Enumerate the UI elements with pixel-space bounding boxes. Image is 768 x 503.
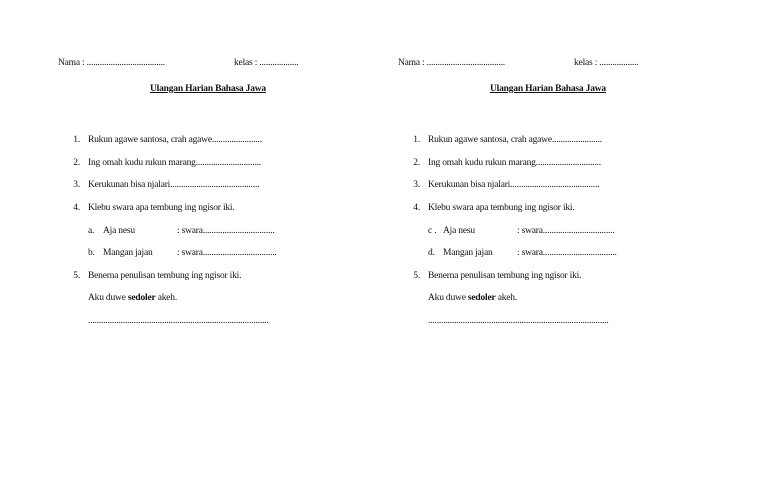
sentence-end: akeh. xyxy=(495,293,517,303)
sub-item-d-letter: d. xyxy=(428,248,435,258)
question-5-text: Benerna penulisan tembung ing ngisor iki. xyxy=(428,271,582,281)
question-4-number: 4. xyxy=(73,203,80,213)
worksheet-title: Ulangan Harian Bahasa Jawa xyxy=(150,84,266,94)
question-2-text: Ing omah kudu rukun marang.............................. xyxy=(88,158,261,168)
class-field: kelas : .................. xyxy=(574,58,639,68)
question-2-number: 2. xyxy=(413,158,420,168)
question-4-text: Klebu swara apa tembung ing ngisor iki. xyxy=(428,203,575,213)
question-3-text: Kerukunan bisa njalari......................................... xyxy=(88,180,260,190)
question-5-number: 5. xyxy=(413,271,420,281)
worksheet-right xyxy=(340,0,724,503)
correction-sentence xyxy=(428,293,517,303)
correction-sentence xyxy=(88,293,177,303)
question-1-text: Rukun agawe santosa, crah agawe....................... xyxy=(428,135,602,145)
sub-item-a-text: Aja nesu xyxy=(103,226,135,236)
sub-item-a-answer: : swara................................. xyxy=(177,226,275,236)
question-1-number: 1. xyxy=(73,135,80,145)
sub-item-c-answer: : swara................................. xyxy=(517,226,615,236)
question-3-number: 3. xyxy=(73,180,80,190)
question-4-number: 4. xyxy=(413,203,420,213)
sub-item-b-text: Mangan jajan xyxy=(103,248,153,258)
question-2-text: Ing omah kudu rukun marang.............................. xyxy=(428,158,601,168)
worksheet-title: Ulangan Harian Bahasa Jawa xyxy=(490,84,606,94)
sentence-start: Aku duwe xyxy=(88,293,128,303)
question-5-text: Benerna penulisan tembung ing ngisor iki. xyxy=(88,271,242,281)
question-1-number: 1. xyxy=(413,135,420,145)
sub-item-c-text: Aja nesu xyxy=(443,226,475,236)
name-field: Nama : .................................... xyxy=(58,58,165,68)
sentence-bold-word: sedoler xyxy=(467,293,496,303)
question-5-number: 5. xyxy=(73,271,80,281)
question-3-number: 3. xyxy=(413,180,420,190)
answer-line: ................................................................................... xyxy=(428,316,609,326)
class-field: kelas : .................. xyxy=(234,58,299,68)
question-4-text: Klebu swara apa tembung ing ngisor iki. xyxy=(88,203,235,213)
sub-item-b-answer: : swara.................................. xyxy=(177,248,277,258)
sentence-start: Aku duwe xyxy=(428,293,468,303)
sub-item-d-text: Mangan jajan xyxy=(443,248,493,258)
question-3-text: Kerukunan bisa njalari......................................... xyxy=(428,180,600,190)
question-2-number: 2. xyxy=(73,158,80,168)
sub-item-b-letter: b. xyxy=(88,248,95,258)
sub-item-d-answer: : swara.................................. xyxy=(517,248,617,258)
sentence-end: akeh. xyxy=(155,293,177,303)
name-field: Nama : .................................... xyxy=(398,58,505,68)
question-1-text: Rukun agawe santosa, crah agawe....................... xyxy=(88,135,262,145)
sub-item-c-letter: c . xyxy=(428,226,437,236)
answer-line: ................................................................................... xyxy=(88,316,269,326)
sentence-bold-word: sedoler xyxy=(127,293,156,303)
sub-item-a-letter: a. xyxy=(88,226,95,236)
